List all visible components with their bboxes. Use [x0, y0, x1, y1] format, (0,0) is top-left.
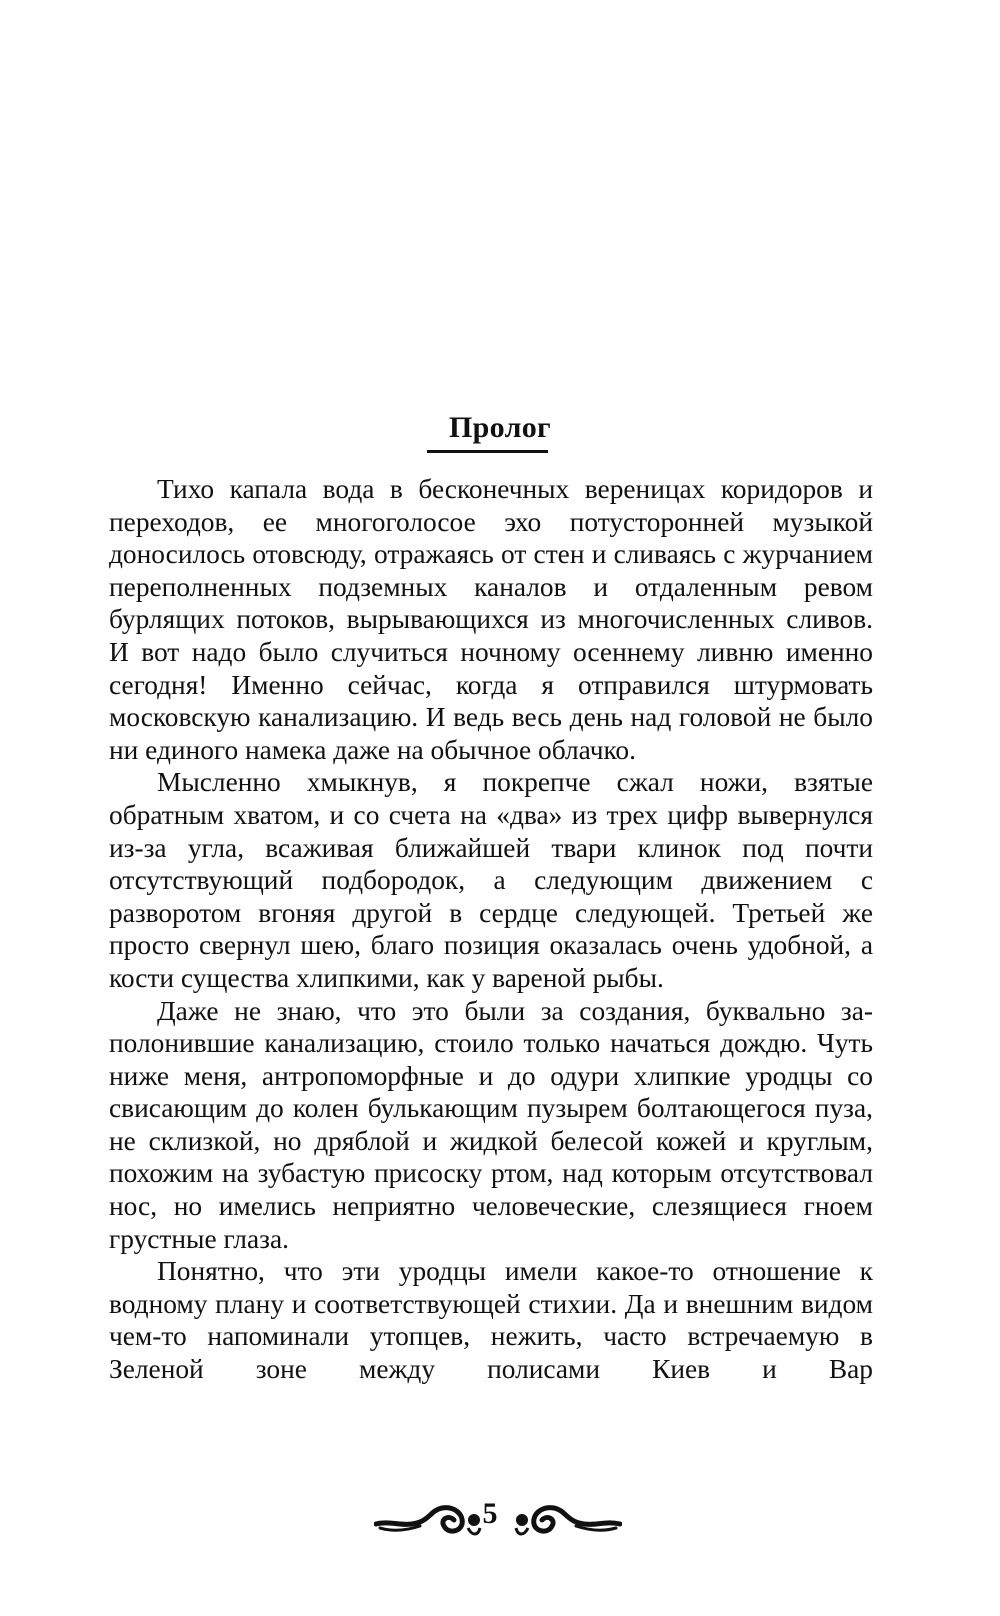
page-number: 5: [482, 1497, 498, 1530]
chapter-title: Пролог: [449, 411, 551, 444]
chapter-text: [109, 473, 873, 1386]
page-footer: [0, 1490, 1000, 1550]
chapter-title-underline: [427, 450, 548, 453]
paragraph-3: Даже не знаю, что это были за создания, буквально заполонившие канализацию, стоило только начаться дождю. Чуть ниже меня, антропоморфные и до одури хлипкие уродцы со свисающим до колен булькающим пузырем болтающегося пуза, не склизкой, но дряблой и жидкой белесой кожей и круглым, похожим на зубастую присоску ртом, над которым отсутствовал нос, но имелись неприятно человеческие, слезящиеся гноем грустные глаза.: [109, 995, 873, 1254]
paragraph-1: Тихо капала вода в бесконечных вереницах коридоров и переходов, ее многоголосое эхо потусторонней музыкой доносилось отовсюду, отражаясь от стен и сливаясь с журчанием переполненных подземных каналов и отдаленным ревом бурлящих потоков, вырывающихся из многочисленных сливов. И вот надо было случиться ночному осеннему ливню именно сегодня! Именно сейчас, когда я отправился штурмовать московскую канализацию. И ведь весь день над головой не было ни единого намека даже на обычное облачко.: [109, 474, 873, 765]
scroll-ornament-left-icon: [374, 1498, 484, 1538]
paragraph-2: Мысленно хмыкнув, я покрепче сжал ножи, взятые обратным хватом, и со счета на «два» из трех цифр вывернулся из-за угла, всаживая ближайшей твари клинок под почти отсутствующий подбородок, а следующим движением с разворотом вгоняя другой в сердце следующей. Третьей же просто свернул шею, благо позиция оказалась очень удобной, а кости существа хлипкими, как у вареной рыбы.: [109, 767, 873, 993]
paragraph-4: Понятно, что эти уродцы имели какое-то отношение к водному плану и соответствующей стихии. Да и внешним видом чем-то напоминали утопцев, нежить, часто встречаемую в Зеленой зоне между полисами Киев и Вар: [109, 1256, 873, 1385]
scroll-ornament-right-icon: [512, 1498, 622, 1538]
